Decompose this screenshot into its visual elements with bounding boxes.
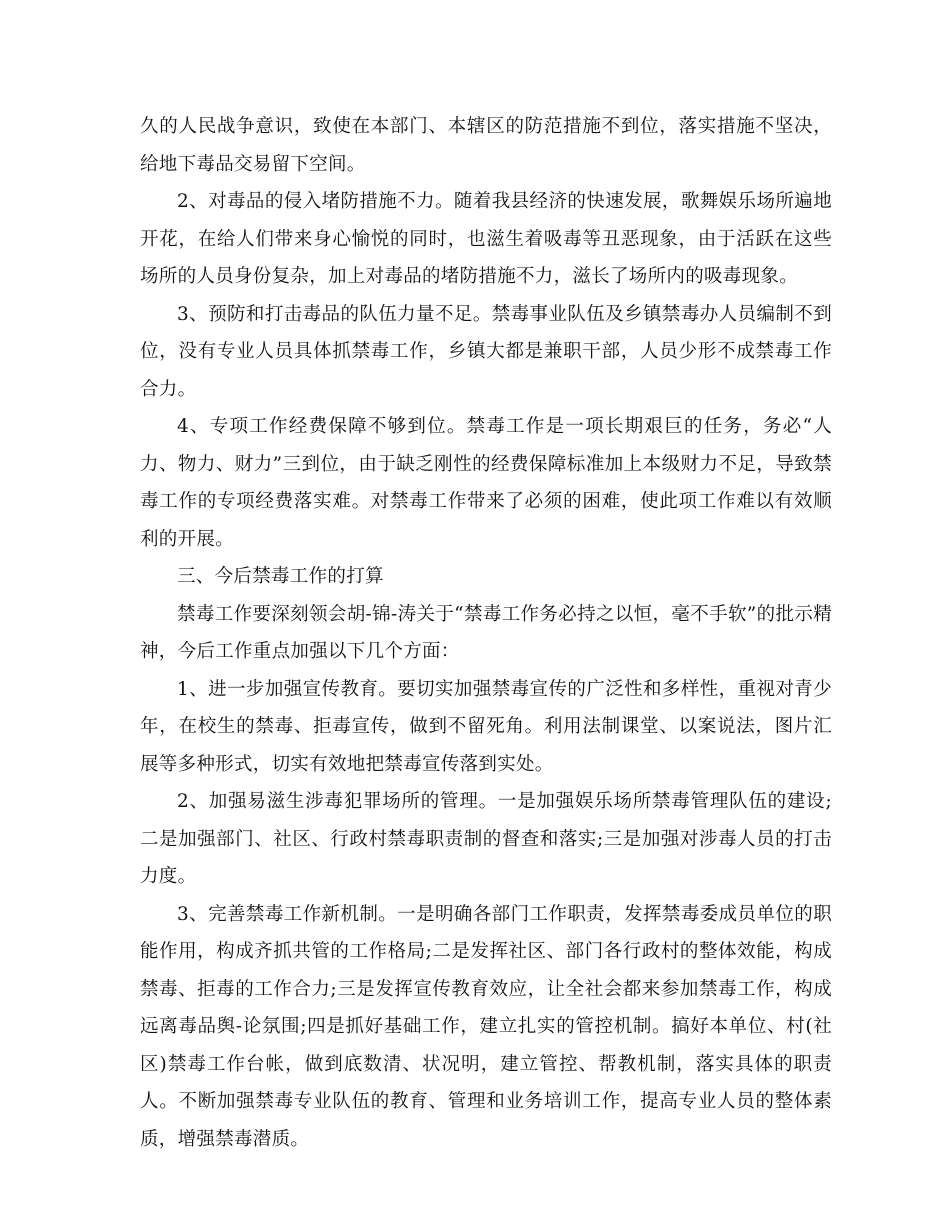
section-heading: 三、今后禁毒工作的打算 [177,566,384,587]
paragraph-continued: 久的人民战争意识，致使在本部门、本辖区的防范措施不到位，落实措施不坚决，给地下毒品交易留下空间。 [140,116,832,175]
paragraph-item-3: 3、预防和打击毒品的队伍力量不足。禁毒事业队伍及乡镇禁毒办人员编制不到位，没有专业人员具体抓禁毒工作，乡镇大都是兼职干部，人员少形不成禁毒工作合力。 [140,303,832,400]
paragraph-plan-3: 3、完善禁毒工作新机制。一是明确各部门工作职责，发挥禁毒委成员单位的职能作用，构成齐抓共管的工作格局;二是发挥社区、部门各行政村的整体效能，构成禁毒、拒毒的工作合力;三是发挥宣传教育效应，让全社会都来参加禁毒工作，构成远离毒品舆-论氛围;四是抓好基础工作，建立扎实的管控机制。搞好本单位、村(社区)禁毒工作台帐，做到底数清、状况明，建立管控、帮教机制，落实具体的职责人。不断加强禁毒专业队伍的教育、管理和业务培训工作，提高专业人员的整体素质，增强禁毒潜质。 [140,903,832,1150]
paragraph-plan-1: 1、进一步加强宣传教育。要切实加强禁毒宣传的广泛性和多样性，重视对青少年，在校生的禁毒、拒毒宣传，做到不留死角。利用法制课堂、以案说法，图片汇展等多种形式，切实有效地把禁毒宣传落到实处。 [140,678,832,775]
paragraph-plan-2: 2、加强易滋生涉毒犯罪场所的管理。一是加强娱乐场所禁毒管理队伍的建设;二是加强部门、社区、行政村禁毒职责制的督查和落实;三是加强对涉毒人员的打击力度。 [140,791,832,887]
paragraph-item-4: 4、专项工作经费保障不够到位。禁毒工作是一项长期艰巨的任务，务必“人力、物力、财力”三到位，由于缺乏刚性的经费保障标准加上本级财力不足，导致禁毒工作的专项经费落实难。对禁毒工作带来了必须的困难，使此项工作难以有效顺利的开展。 [140,416,832,550]
paragraph-intro: 禁毒工作要深刻领会胡-锦-涛关于“禁毒工作务必持之以恒，毫不手软”的批示精神，今后工作重点加强以下几个方面： [140,603,832,662]
paragraph-item-2: 2、对毒品的侵入堵防措施不力。随着我县经济的快速发展，歌舞娱乐场所遍地开花，在给人们带来身心愉悦的同时，也滋生着吸毒等丑恶现象，由于活跃在这些场所的人员身份复杂，加上对毒品的堵防措施不力，滋长了场所内的吸毒现象。 [140,191,832,287]
